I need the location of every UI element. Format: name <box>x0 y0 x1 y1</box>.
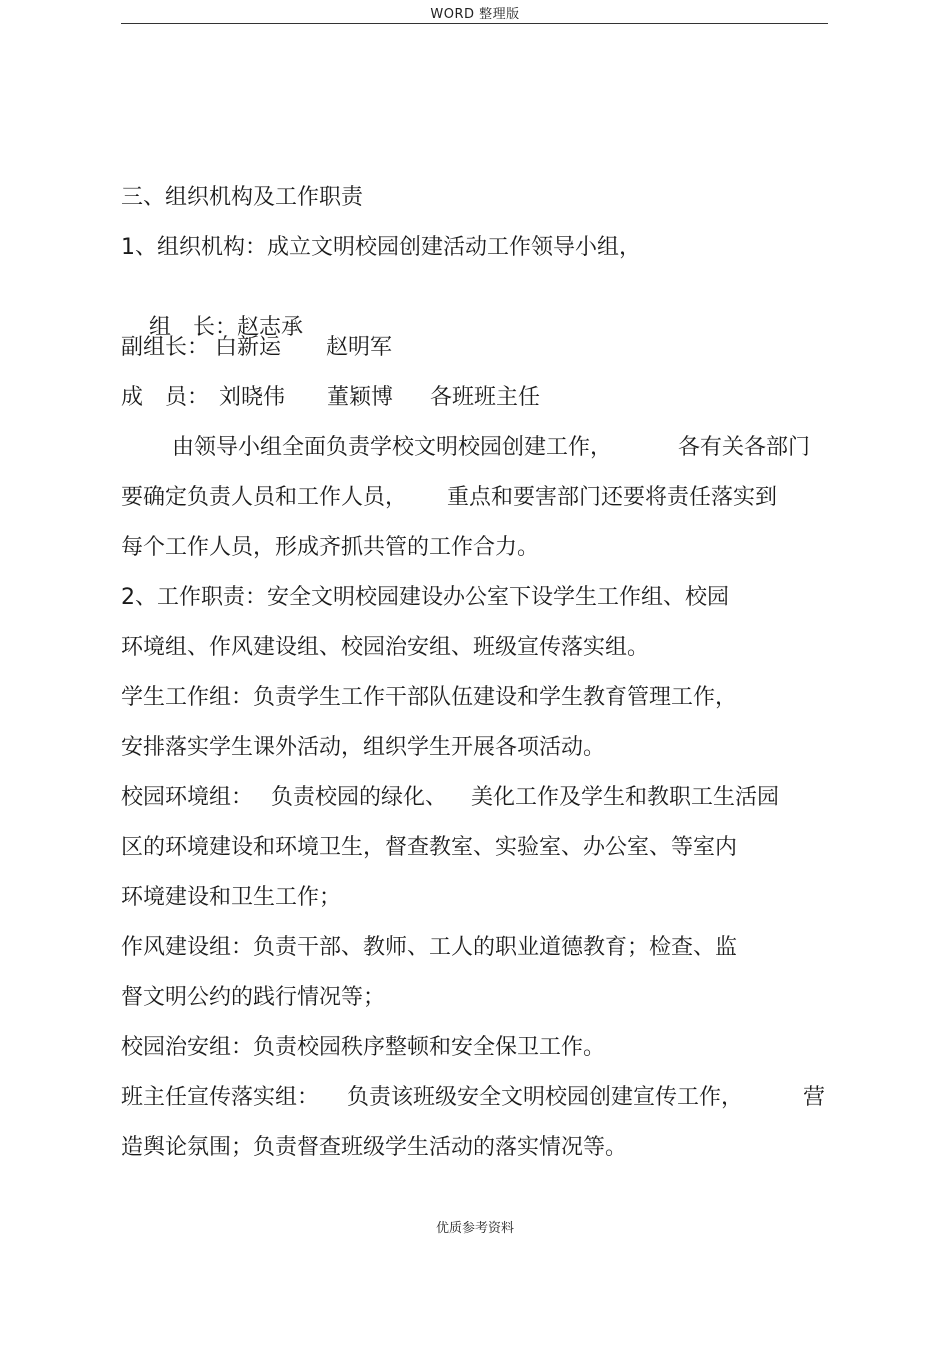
org-para-line1a: 由领导小组全面负责学校文明校园创建工作， <box>172 435 613 460</box>
member-name-3: 各班班主任 <box>430 385 541 410</box>
env-group-line3: 环境建设和卫生工作； <box>121 885 342 910</box>
deputy-name-1: 白新运 <box>215 335 282 360</box>
header-label: WORD 整理版 <box>430 7 520 22</box>
class-group-text-a: 负责该班级安全文明校园创建宣传工作， <box>347 1085 744 1110</box>
section-heading: 三、组织机构及工作职责 <box>121 185 364 210</box>
student-group-line1: 学生工作组：负责学生工作干部队伍建设和学生教育管理工作， <box>121 685 738 710</box>
security-group-line: 校园治安组：负责校园秩序整顿和安全保卫工作。 <box>121 1035 606 1060</box>
env-group-text-b: 美化工作及学生和教职工生活园 <box>471 785 780 810</box>
footer-label: 优质参考资料 <box>435 1221 514 1236</box>
org-para-line2b: 重点和要害部门还要将责任落实到 <box>447 485 778 510</box>
org-title: 1、组织机构：成立文明校园创建活动工作领导小组， <box>121 235 641 260</box>
org-para-line2a: 要确定负责人员和工作人员， <box>121 485 408 510</box>
member-name-1: 刘晓伟 <box>219 385 286 410</box>
member-label: 成 员： <box>121 385 210 410</box>
class-group-line2: 造舆论氛围；负责督查班级学生活动的落实情况等。 <box>121 1135 628 1160</box>
class-group-label: 班主任宣传落实组： <box>121 1085 320 1110</box>
env-group-label: 校园环境组： <box>121 785 254 810</box>
leader-label: 组 长： <box>148 315 237 340</box>
env-group-text-a: 负责校园的绿化、 <box>271 785 448 810</box>
header-divider <box>121 23 828 24</box>
student-group-line2: 安排落实学生课外活动，组织学生开展各项活动。 <box>121 735 606 760</box>
org-para-line3: 每个工作人员，形成齐抓共管的工作合力。 <box>121 535 540 560</box>
deputy-label: 副组长： <box>121 335 210 360</box>
style-group-line1: 作风建设组：负责干部、教师、工人的职业道德教育；检查、监 <box>121 935 738 960</box>
member-name-2: 董颖博 <box>327 385 394 410</box>
duties-title-line2: 环境组、作风建设组、校园治安组、班级宣传落实组。 <box>121 635 650 660</box>
leader-name: 赵志承 <box>237 315 304 340</box>
org-para-line1b: 各有关各部门 <box>678 435 811 460</box>
style-group-line2: 督文明公约的践行情况等； <box>121 985 386 1010</box>
class-group-text-b: 营 <box>803 1085 826 1110</box>
deputy-name-2: 赵明军 <box>326 335 393 360</box>
duties-title-line1: 2、工作职责：安全文明校园建设办公室下设学生工作组、校园 <box>121 585 729 610</box>
env-group-line2: 区的环境建设和环境卫生，督查教室、实验室、办公室、等室内 <box>121 835 738 860</box>
